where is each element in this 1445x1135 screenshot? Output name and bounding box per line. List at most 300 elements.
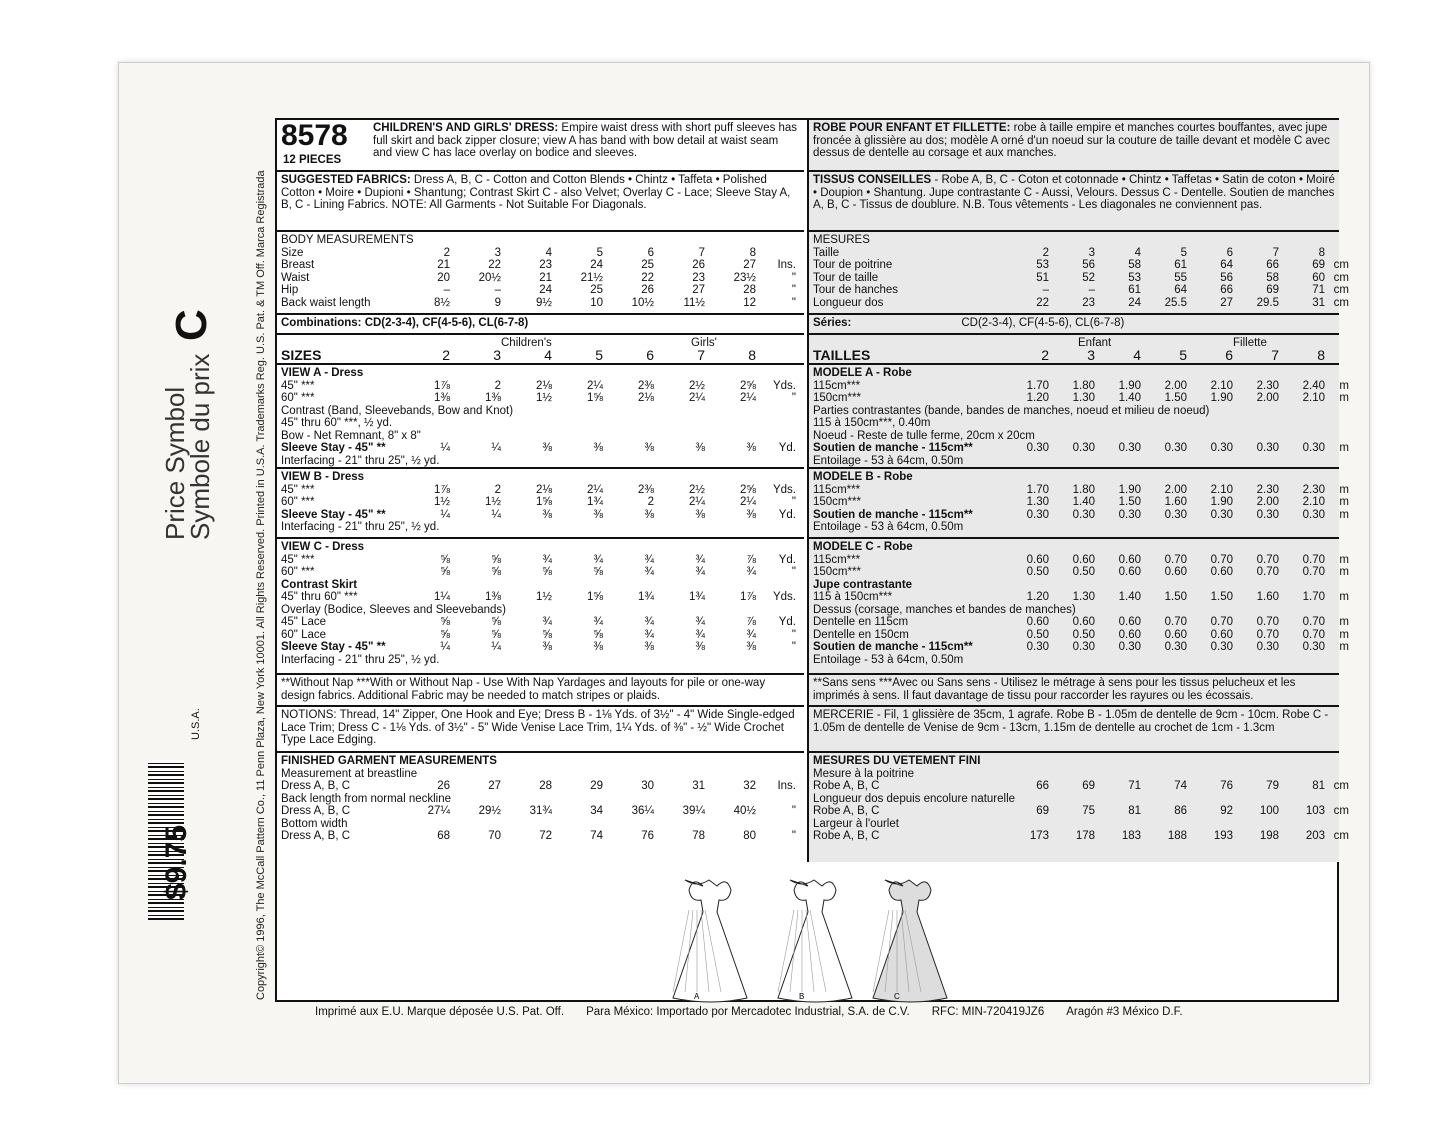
grid-cell: 72: [539, 830, 552, 843]
grid-cell: 69: [1082, 780, 1095, 793]
grid-cell: 64: [1174, 284, 1187, 297]
contrast-note-2: 115 à 150cm***, 0.40m: [813, 417, 931, 430]
grid-cell: ⅜: [542, 508, 552, 521]
grid-cell: 0.60: [1164, 628, 1187, 641]
grid-cell: 183: [1121, 830, 1141, 843]
dress-view-C: [873, 880, 947, 1002]
grid-cell: 64: [1220, 259, 1233, 272]
grid-cell: 5: [595, 347, 603, 363]
grid-cell: 66: [1266, 259, 1279, 272]
grid-cell: –: [1042, 284, 1049, 297]
grid-cell: ¼: [440, 508, 450, 521]
grid-cell: ¾: [644, 553, 654, 566]
size-group-labels: [813, 337, 1335, 349]
grid-cell: [1049, 793, 1095, 806]
grid-cell: 1.50: [1164, 591, 1187, 604]
view-a: [277, 365, 804, 469]
grid-cell: Dress A, B, C: [281, 830, 351, 843]
view-b: [809, 469, 1349, 539]
grid-cell: m: [1339, 566, 1349, 579]
grid-cell: [603, 818, 654, 831]
grid-cell: 22: [1036, 296, 1049, 309]
grid-cell: 2⅝: [740, 483, 756, 496]
grid-cell: ¼: [491, 641, 501, 654]
enfant-label: Enfant: [1078, 337, 1112, 349]
grid-cell: cm: [1333, 780, 1349, 793]
grid-cell: 25: [590, 284, 603, 297]
grid-cell: 45" ***: [281, 379, 315, 392]
price-symbol-label: Price Symbol: [160, 386, 190, 540]
grid-cell: 1.40: [1118, 392, 1141, 405]
grid-cell: 0.30: [1210, 442, 1233, 455]
grid-cell: 2.40: [1302, 379, 1325, 392]
view-title: MODELE A - Robe: [813, 367, 912, 379]
grid-cell: 66: [1220, 284, 1233, 297]
grid-cell: 188: [1167, 830, 1187, 843]
grid-cell: 4: [1134, 246, 1141, 259]
grid-cell: ⅜: [746, 641, 756, 654]
grid-cell: 1.50: [1210, 591, 1233, 604]
grid-cell: ⅜: [542, 442, 552, 455]
grid-cell: [1279, 768, 1325, 781]
grid-cell: 2¼: [740, 496, 756, 509]
grid-cell: 115 à 150cm***: [813, 591, 893, 604]
grid-cell: ¼: [440, 442, 450, 455]
grid-cell: 4: [544, 347, 552, 363]
grid-cell: m: [1339, 641, 1349, 654]
grid-cell: 1.60: [1164, 496, 1187, 509]
grid-cell: 7: [1272, 246, 1279, 259]
grid-cell: 2: [494, 379, 501, 392]
grid-cell: 0.30: [1026, 641, 1049, 654]
grid-cell: 45" thru 60" ***: [281, 591, 358, 604]
grid-cell: m: [1339, 496, 1349, 509]
grid-cell: ⅜: [593, 442, 603, 455]
grid-cell: 0.30: [1164, 641, 1187, 654]
grid-cell: [501, 793, 552, 806]
grid-cell: [705, 793, 756, 806]
grid-cell: 0.70: [1302, 616, 1325, 629]
grid-cell: ¾: [593, 616, 603, 629]
grid-cell: 1.60: [1256, 591, 1279, 604]
grid-cell: 10: [590, 296, 603, 309]
grid-cell: 58: [1266, 271, 1279, 284]
grid-cell: m: [1339, 392, 1349, 405]
grid-cell: Size: [281, 246, 304, 259]
overlay-note: Overlay (Bodice, Sleeves and Sleevebands): [281, 603, 507, 616]
grid-cell: 76: [1220, 780, 1233, 793]
grid-cell: [1325, 349, 1349, 362]
grid-cell: 2⅛: [638, 392, 654, 405]
grid-cell: 26: [641, 284, 654, 297]
grid-cell: 2.10: [1210, 483, 1233, 496]
grid-cell: 2.30: [1256, 379, 1279, 392]
grid-cell: 2¼: [689, 392, 705, 405]
grid-cell: 23: [692, 271, 705, 284]
copyright-text: Copyright© 1996, The McCall Pattern Co., 11 Penn Plaza, New York 10001. All Rights Reserved. Printed in U.S.A. Trademarks Reg. U.S. Pat. & TM Off. Marca Registrada: [255, 170, 267, 1000]
dress-view-A: [673, 880, 747, 1002]
illustration-panel: [275, 862, 1339, 1002]
footer-text: Para México: Importado por Mercadotec Industrial, S.A. de C.V.: [586, 1006, 910, 1018]
grid-cell: 2.00: [1164, 379, 1187, 392]
grid-cell: 1.20: [1026, 591, 1049, 604]
grid-cell: 8½: [434, 296, 450, 309]
grid-cell: [399, 768, 450, 781]
grid-cell: 2½: [689, 379, 705, 392]
grid-cell: 1⅞: [740, 591, 756, 604]
grid-cell: Tour de hanches: [813, 284, 899, 297]
grid-cell: Soutien de manche - 115cm**: [813, 641, 973, 654]
grid-cell: [552, 818, 603, 831]
measurement-row: [281, 442, 800, 455]
grid-cell: ": [791, 628, 796, 641]
grid-cell: ⅞: [746, 616, 756, 629]
instruction-sheet: [275, 118, 1349, 864]
header-section: [277, 120, 804, 172]
grid-cell: 0.60: [1026, 553, 1049, 566]
footer-text: RFC: MIN-720419JZ6: [931, 1006, 1045, 1018]
grid-cell: ⅞: [746, 553, 756, 566]
desc-text: Empire waist dress with short puff sleeves has full skirt and back zipper closure; view A has band with bow detail at waist seam and view C has lace overlay on bodice and sleeves.: [373, 122, 798, 159]
grid-cell: Robe A, B, C: [813, 805, 880, 818]
grid-cell: Longueur dos: [813, 296, 884, 309]
grid-cell: 53: [1036, 259, 1049, 272]
contrast-note-2: 45" thru 60" ***, ½ yd.: [281, 417, 393, 430]
grid-cell: 1.80: [1072, 379, 1095, 392]
footer-text: Imprimé aux E.U. Marque déposée U.S. Pat. Off.: [315, 1006, 565, 1018]
grid-cell: 31: [1312, 296, 1325, 309]
fabrics-text: Dress A, B, C - Cotton and Cotton Blends • Chintz • Taffeta • Polished Cotton • Moire • Dupioni • Shantung; Contrast Skirt C - also Velvet; Overlay C - Lace; Sleeve Stay A, B, C - Lining Fabrics. NOTE: All Garments - Not Suitable For Diagonals.: [281, 174, 791, 211]
grid-cell: Soutien de manche - 115cm**: [813, 442, 973, 455]
grid-cell: 0.50: [1072, 566, 1095, 579]
grid-cell: 0.70: [1256, 616, 1279, 629]
grid-cell: [1141, 768, 1187, 781]
view-label: A: [694, 992, 700, 1001]
grid-cell: [1095, 768, 1141, 781]
grid-cell: [1187, 793, 1233, 806]
grid-cell: 0.30: [1210, 641, 1233, 654]
fabrics-section: [809, 172, 1339, 232]
grid-cell: 71: [1312, 284, 1325, 297]
grid-cell: 0.70: [1256, 628, 1279, 641]
grid-cell: 0.30: [1026, 442, 1049, 455]
grid-cell: ⅜: [695, 641, 705, 654]
grid-cell: Soutien de manche - 115cm**: [813, 508, 973, 521]
grid-cell: 2⅛: [536, 379, 552, 392]
grid-cell: [756, 768, 796, 781]
grid-cell: 21: [539, 271, 552, 284]
grid-cell: 29.5: [1256, 296, 1279, 309]
finished-title: MESURES DU VETEMENT FINI: [813, 755, 981, 767]
grid-cell: ⅜: [644, 641, 654, 654]
grid-cell: Dentelle en 115cm: [813, 616, 909, 629]
grid-cell: 22: [488, 259, 501, 272]
grid-cell: Sleeve Stay - 45" **: [281, 442, 386, 455]
grid-cell: ¾: [746, 566, 756, 579]
grid-cell: [1325, 793, 1349, 806]
grid-cell: 27: [743, 259, 756, 272]
grid-cell: ": [791, 284, 796, 297]
grid-cell: m: [1339, 442, 1349, 455]
grid-cell: 0.30: [1026, 508, 1049, 521]
grid-cell: 6: [1226, 246, 1233, 259]
grid-cell: 1⅞: [434, 379, 450, 392]
grid-cell: 80: [743, 830, 756, 843]
grid-cell: 53: [1128, 271, 1141, 284]
grid-cell: 0.60: [1072, 616, 1095, 629]
size-group-labels: [281, 337, 800, 349]
overlay-note: Dessus (corsage, manches et bandes de manches): [813, 603, 1076, 616]
grid-cell: [1233, 768, 1279, 781]
grid-cell: 2: [647, 496, 654, 509]
grid-cell: 2⅝: [740, 379, 756, 392]
grid-cell: 1⅝: [536, 496, 552, 509]
grid-cell: 2⅛: [536, 483, 552, 496]
grid-cell: 1.80: [1072, 483, 1095, 496]
grid-cell: 23: [1082, 296, 1095, 309]
description: [813, 122, 1335, 160]
grid-cell: 7: [697, 347, 705, 363]
grid-cell: ": [791, 805, 796, 818]
grid-cell: 2½: [689, 483, 705, 496]
grid-cell: ": [791, 392, 796, 405]
grid-cell: ¾: [644, 628, 654, 641]
grid-cell: [501, 768, 552, 781]
grid-cell: [552, 768, 603, 781]
grid-cell: [450, 818, 501, 831]
grid-cell: –: [1088, 284, 1095, 297]
grid-cell: [1325, 768, 1349, 781]
grid-cell: [1279, 818, 1325, 831]
grid-cell: Dentelle en 150cm: [813, 628, 909, 641]
grid-cell: cm: [1333, 830, 1349, 843]
grid-cell: 69: [1312, 259, 1325, 272]
grid-cell: Yds.: [772, 483, 796, 496]
grid-cell: [756, 349, 796, 362]
grid-cell: 0.60: [1118, 566, 1141, 579]
dress-illustrations: [277, 862, 1337, 1000]
grid-cell: ⅜: [746, 508, 756, 521]
grid-cell: 32: [743, 780, 756, 793]
grid-cell: 4: [545, 246, 552, 259]
grid-cell: 66: [1036, 780, 1049, 793]
view-label: B: [799, 992, 805, 1001]
grid-cell: 1⅜: [434, 392, 450, 405]
price: $9.75: [160, 824, 193, 900]
view-c: [809, 539, 1349, 675]
grid-cell: 24: [539, 284, 552, 297]
grid-cell: 24: [1128, 296, 1141, 309]
measurement-grid: [813, 553, 1349, 579]
view-title: VIEW A - Dress: [281, 367, 364, 379]
grid-cell: 1.90: [1210, 392, 1233, 405]
grid-cell: 20: [437, 271, 450, 284]
grid-cell: 40½: [733, 805, 756, 818]
grid-cell: 8: [1317, 347, 1325, 363]
grid-cell: 0.70: [1302, 566, 1325, 579]
grid-cell: 203: [1305, 830, 1325, 843]
notions: NOTIONS: Thread, 14" Zipper, One Hook and Eye; Dress B - 1⅛ Yds. of 3½" - 4" Wide Single-edged Lace Trim; Dress C - 1⅛ Yds. of 3½" - 5" Wide Venise Lace Trim, 1¼ Yds. of ⅜" - ½" Wide Crochet Type Lace Edging.: [277, 707, 804, 753]
view-a: [809, 365, 1349, 469]
grid-cell: 8: [1318, 246, 1325, 259]
grid-cell: ¾: [644, 616, 654, 629]
view-title: VIEW B - Dress: [281, 471, 365, 483]
series-text: CD(2-3-4), CF(4-5-6), CL(6-7-8): [961, 317, 1125, 329]
grid-cell: 6: [646, 347, 654, 363]
measurement-row: [813, 442, 1349, 455]
grid-cell: 0.50: [1072, 628, 1095, 641]
grid-cell: 8: [748, 347, 756, 363]
grid-cell: 2.10: [1302, 392, 1325, 405]
grid-cell: ¼: [491, 508, 501, 521]
grid-cell: 1½: [536, 392, 552, 405]
contrast-note: Parties contrastantes (bande, bandes de manches, noeud et milieu de noeud): [813, 404, 1210, 417]
measurement-grid: [281, 380, 800, 405]
price-code: C: [167, 309, 216, 341]
grid-cell: ⅝: [542, 628, 552, 641]
grid-cell: 1.30: [1072, 392, 1095, 405]
nap-note: **Without Nap ***With or Without Nap - Use With Nap Yardages and layouts for pile or one-way design fabrics. Additional Fabric may be needed to match stripes or plaids.: [277, 675, 804, 707]
grid-cell: 75: [1082, 805, 1095, 818]
grid-cell: ¾: [542, 616, 552, 629]
grid-cell: [654, 818, 705, 831]
grid-cell: 1.30: [1072, 591, 1095, 604]
grid-cell: [1233, 818, 1279, 831]
grid-cell: Ins.: [777, 780, 796, 793]
grid-cell: cm: [1333, 805, 1349, 818]
grid-cell: SIZES: [281, 347, 322, 363]
grid-cell: 103: [1305, 805, 1325, 818]
grid-cell: ": [791, 566, 796, 579]
grid-cell: 0.60: [1164, 566, 1187, 579]
grid-cell: [1003, 818, 1049, 831]
grid-cell: [1049, 768, 1095, 781]
grid-cell: 45" ***: [281, 553, 315, 566]
grid-cell: 10½: [631, 296, 654, 309]
grid-cell: 21½: [580, 271, 603, 284]
grid-cell: 45" ***: [281, 483, 315, 496]
grid-cell: ": [791, 641, 796, 654]
grid-cell: ⅝: [593, 566, 603, 579]
grid-cell: 3: [494, 246, 501, 259]
view-b: [277, 469, 804, 539]
fabrics-label: TISSUS CONSEILLES: [813, 174, 932, 186]
grid-cell: 1⅝: [587, 392, 603, 405]
measurement-grid: [281, 247, 800, 310]
measurement-grid: [813, 767, 1349, 844]
view-title: MODELE B - Robe: [813, 471, 913, 483]
grid-cell: Back length from normal neckline: [281, 792, 452, 805]
combinations: [809, 315, 1339, 335]
grid-cell: 0.30: [1256, 442, 1279, 455]
grid-cell: 0.70: [1302, 628, 1325, 641]
grid-cell: 2.10: [1210, 379, 1233, 392]
grid-cell: 61: [1174, 259, 1187, 272]
grid-cell: 3: [1088, 246, 1095, 259]
grid-cell: 60: [1312, 271, 1325, 284]
grid-cell: 1¾: [689, 591, 705, 604]
grid-cell: 81: [1312, 780, 1325, 793]
grid-cell: 0.70: [1256, 566, 1279, 579]
grid-cell: ⅜: [593, 508, 603, 521]
grid-cell: 2.00: [1256, 496, 1279, 509]
grid-cell: 92: [1220, 805, 1233, 818]
grid-cell: cm: [1333, 284, 1349, 297]
fillette-label: Fillette: [1233, 337, 1267, 349]
grid-cell: 74: [590, 830, 603, 843]
grid-cell: Tour de poitrine: [813, 259, 893, 272]
grid-cell: 0.30: [1302, 442, 1325, 455]
grid-cell: ": [791, 296, 796, 309]
grid-cell: 28: [743, 284, 756, 297]
grid-cell: m: [1339, 379, 1349, 392]
grid-cell: 31: [692, 780, 705, 793]
country: U.S.A.: [190, 708, 202, 740]
grid-cell: 81: [1128, 805, 1141, 818]
grid-cell: [1003, 768, 1049, 781]
grid-cell: 2: [443, 246, 450, 259]
grid-cell: 2¼: [587, 379, 603, 392]
grid-cell: [552, 793, 603, 806]
grid-cell: [399, 818, 450, 831]
grid-cell: 1.90: [1118, 483, 1141, 496]
grid-cell: 0.30: [1256, 641, 1279, 654]
grid-cell: Yd.: [778, 508, 796, 521]
grid-cell: ⅝: [491, 566, 501, 579]
notions: MERCERIE - Fil, 1 glissière de 35cm, 1 agrafe. Robe B - 1.05m de dentelle de 9cm - 10cm. Robe C - 1.05m de dentelle de Venise de 9cm - 13cm, 1.15m de dentelle au crochet de 1cm - 1.3cm: [809, 707, 1339, 753]
grid-cell: 173: [1029, 830, 1049, 843]
grid-cell: [756, 247, 796, 260]
grid-cell: 28: [539, 780, 552, 793]
grid-cell: Measurement at breastline: [281, 767, 418, 780]
grid-cell: [1141, 793, 1187, 806]
fabrics-text: - Robe A, B, C - Coton et cotonnade • Chintz • Taffetas • Satin de coton • Moiré • Doupion • Shantung. Jupe contrastante C - Aussi, Velours. Dessus C - Dentelle. Soutien de manches A, B, C - Tissus de doublure. N.B. Tous vêtements - Les diagonales ne conviennent pas.: [813, 174, 1335, 211]
grid-cell: ¾: [695, 616, 705, 629]
measurement-row: [813, 591, 1349, 604]
grid-cell: 2: [1042, 246, 1049, 259]
grid-cell: [1187, 818, 1233, 831]
body-measurements: [277, 232, 804, 315]
grid-cell: 8: [749, 246, 756, 259]
grid-cell: 2⅜: [638, 379, 654, 392]
grid-cell: [450, 793, 501, 806]
grid-cell: [1279, 793, 1325, 806]
grid-cell: [1141, 818, 1187, 831]
grid-cell: 69: [1266, 284, 1279, 297]
measurement-row: [281, 349, 800, 362]
grid-cell: cm: [1333, 271, 1349, 284]
grid-cell: m: [1339, 628, 1349, 641]
grid-cell: 29½: [478, 805, 501, 818]
grid-cell: 0.60: [1026, 616, 1049, 629]
grid-cell: 2.30: [1256, 483, 1279, 496]
bow-note: Noeud - Reste de tulle ferme, 20cm x 20cm: [813, 429, 1035, 442]
grid-cell: 115cm***: [813, 379, 861, 392]
grid-cell: 61: [1128, 284, 1141, 297]
grid-cell: 1.90: [1210, 496, 1233, 509]
grid-cell: 150cm***: [813, 496, 861, 509]
grid-cell: ⅜: [695, 442, 705, 455]
grid-cell: 0.70: [1164, 553, 1187, 566]
grid-cell: 2: [494, 483, 501, 496]
title: ROBE POUR ENFANT ET FILLETTE:: [813, 122, 1011, 134]
grid-cell: ⅝: [542, 566, 552, 579]
grid-cell: 1½: [434, 496, 450, 509]
grid-cell: Back waist length: [281, 296, 371, 309]
description: [373, 122, 800, 160]
grid-cell: [654, 793, 705, 806]
grid-cell: Mesure à la poitrine: [813, 767, 914, 780]
